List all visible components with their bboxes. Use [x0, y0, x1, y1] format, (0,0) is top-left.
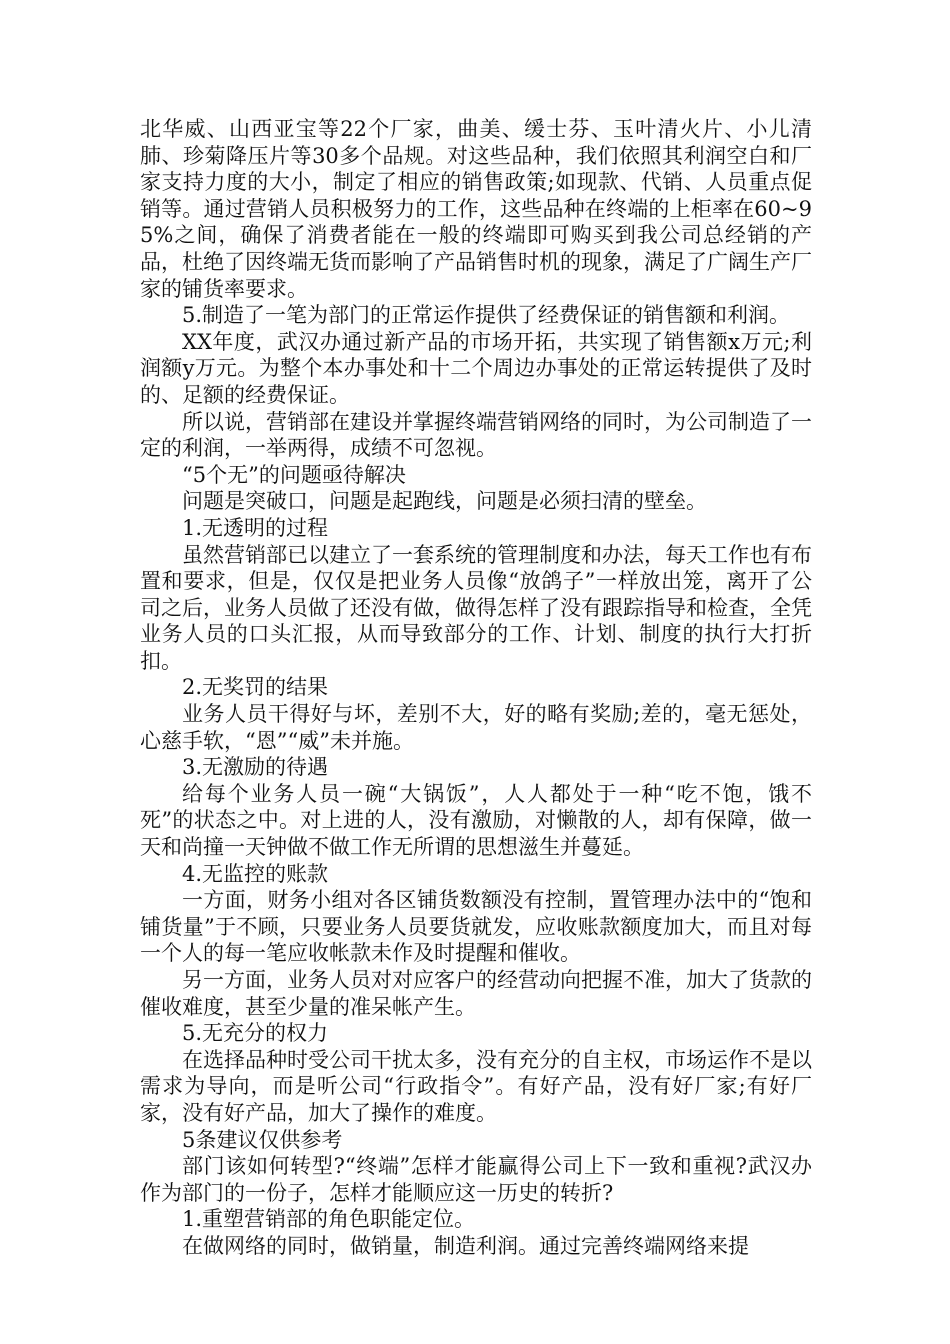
- paragraph-1: 北华威、山西亚宝等22个厂家，曲美、缓士芬、玉叶清火片、小儿清肺、珍菊降压片等30多个品规。对这些品种，我们依照其利润空白和厂家支持力度的大小，制定了相应的销售政策;如现款、代销、人员重点促销等。通过营销人员积极努力的工作，这些品种在终端的上柜率在60~95%之间，确保了消费者能在一般的终端即可购买到我公司总经销的产品，杜绝了因终端无货而影响了产品销售时机的现象，满足了广阔生产厂家的铺货率要求。: [140, 117, 812, 301]
- subheading-5: 5.无充分的权力: [182, 1021, 329, 1046]
- paragraph-6: 虽然营销部已以建立了一套系统的管理制度和办法，每天工作也有布置和要求，但是，仅仅是把业务人员像“放鸽子”一样放出笼，离开了公司之后，业务人员做了还没有做，做得怎样了没有跟踪指导和检查，全凭业务人员的口头汇报，从而导致部分的工作、计划、制度的执行大打折扣。: [140, 542, 812, 673]
- subheading-suggestion-1: 1.重塑营销部的角色职能定位。: [182, 1207, 476, 1232]
- subheading-3: 3.无激励的待遇: [182, 755, 329, 780]
- paragraph-10: 另一方面，业务人员对对应客户的经营动向把握不准，加大了货款的催收难度，甚至少量的准呆帐产生。: [140, 968, 812, 1019]
- paragraph-9: 一方面，财务小组对各区铺货数额没有控制，置管理办法中的“饱和铺货量”于不顾，只要业务人员要货就发，应收账款额度加大，而且对每一个人的每一笔应收帐款未作及时提醒和催收。: [140, 888, 812, 966]
- subheading-1: 1.无透明的过程: [182, 515, 329, 540]
- paragraph-4: 所以说，营销部在建设并掌握终端营销网络的同时，为公司制造了一定的利润，一举两得，成绩不可忽视。: [140, 409, 812, 461]
- subheading-4: 4.无监控的账款: [182, 861, 329, 886]
- paragraph-7: 业务人员干得好与坏，差别不大，好的略有奖励;差的，毫无惩处，心慈手软，“恩”“威”未并施。: [140, 702, 812, 753]
- section-heading-five-suggestions: 5条建议仅供参考: [182, 1127, 343, 1152]
- paragraph-12: 部门该如何转型?“终端”怎样才能赢得公司上下一致和重视?武汉办作为部门的一份子，怎样才能顺应这一历史的转折?: [140, 1154, 812, 1205]
- document-page: [140, 116, 812, 1260]
- section-heading-five-problems: “5个无”的问题亟待解决: [182, 462, 406, 487]
- subheading-2: 2.无奖罚的结果: [182, 675, 329, 700]
- paragraph-3: XX年度，武汉办通过新产品的市场开拓，共实现了销售额x万元;利润额y万元。为整个本办事处和十二个周边办事处的正常运转提供了及时的、足额的经费保证。: [140, 329, 812, 407]
- paragraph-13: 在做网络的同时，做销量，制造利润。通过完善终端网络来提: [182, 1233, 749, 1258]
- paragraph-2: 5.制造了一笔为部门的正常运作提供了经费保证的销售额和利润。: [182, 303, 791, 328]
- paragraph-8: 给每个业务人员一碗“大锅饭”，人人都处于一种“吃不饱，饿不死”的状态之中。对上进的人，没有激励，对懒散的人，却有保障，做一天和尚撞一天钟做不做工作无所谓的思想滋生并蔓延。: [140, 781, 812, 860]
- paragraph-11: 在选择品种时受公司干扰太多，没有充分的自主权，市场运作不是以需求为导向，而是听公司“行政指令”。有好产品，没有好厂家;有好厂家，没有好产品，加大了操作的难度。: [140, 1047, 812, 1125]
- paragraph-5: 问题是突破口，问题是起跑线，问题是必须扫清的壁垒。: [182, 489, 707, 514]
